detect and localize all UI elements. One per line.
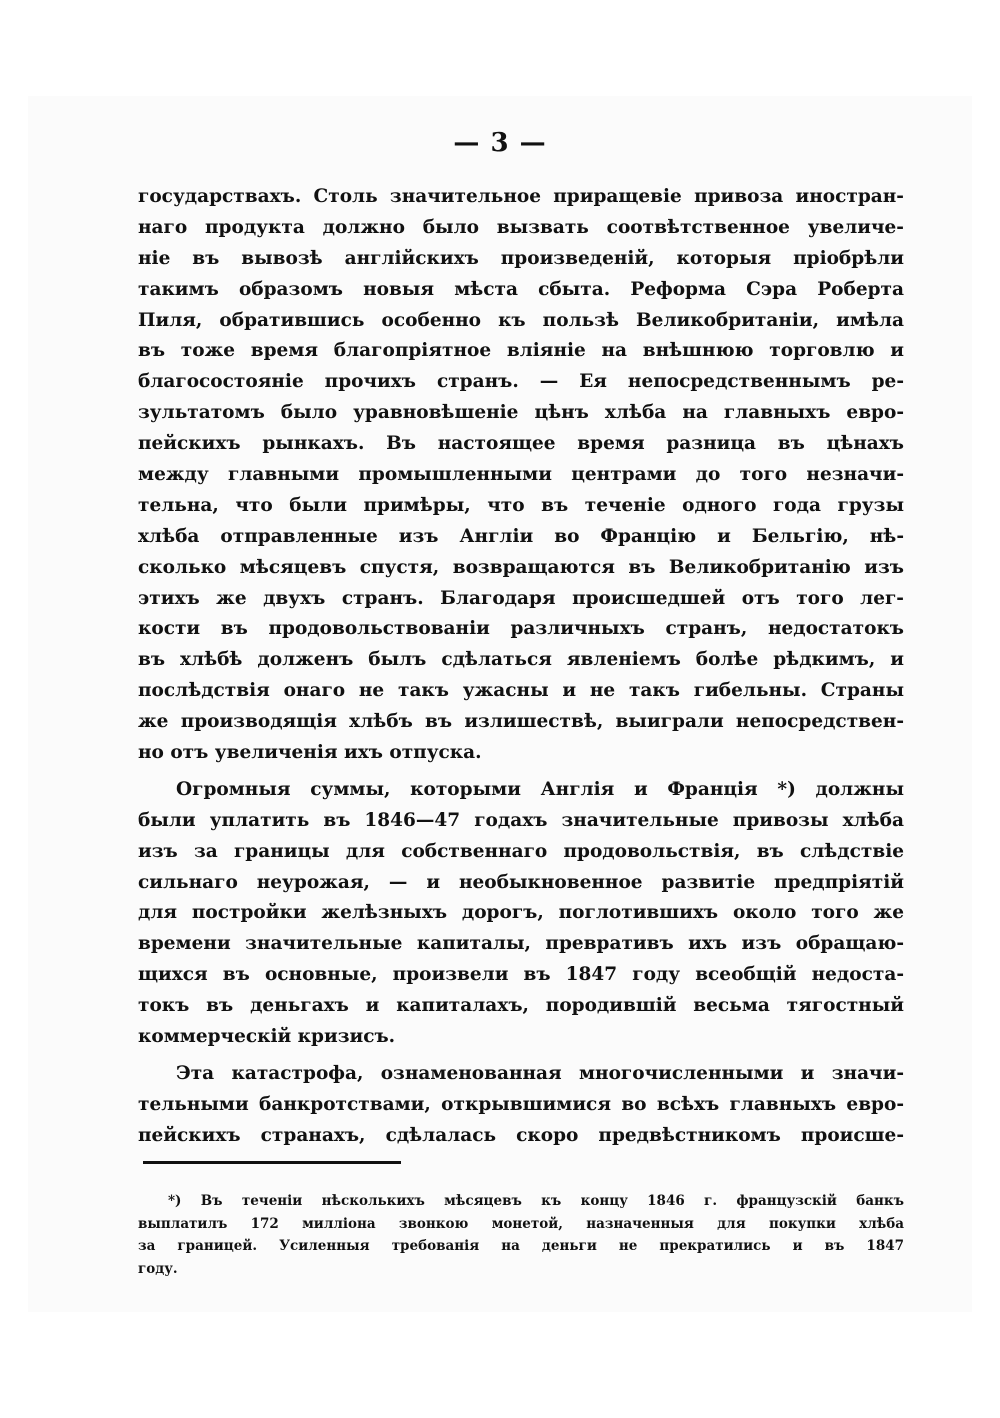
text-line: были уплатить въ 1846—47 годахъ значительные привозы хлѣба — [138, 809, 904, 831]
text-line: сильнаго неурожая, — и необыкновенное развитіе предпріятій — [138, 871, 904, 893]
footnote-divider — [143, 1161, 401, 1164]
footnote-line: за границей. Усиленныя требованія на деньги не прекратились и въ 1847 — [138, 1238, 904, 1254]
paragraph-2 — [138, 775, 904, 1053]
footnote — [138, 1190, 904, 1280]
text-line: хлѣба отправленные изъ Англіи во Францію и Бельгію, нѣ- — [138, 525, 904, 547]
text-line: сколько мѣсяцевъ спустя, возвращаются въ Великобританію изъ — [138, 556, 904, 578]
text-line: же производящія хлѣбъ въ излишествѣ, выиграли непосредствен- — [138, 711, 904, 733]
text-line: но отъ увеличенія ихъ отпуска. — [138, 742, 482, 764]
text-line: токъ въ деньгахъ и капиталахъ, породившій весьма тягостный — [138, 995, 904, 1017]
main-text — [138, 182, 904, 1152]
page-number: — 3 — — [453, 128, 547, 158]
text-line: времени значительные капиталы, превративъ ихъ изъ обращаю- — [138, 933, 904, 955]
text-line: изъ за границы для собственнаго продовольствія, въ слѣдствіе — [138, 840, 904, 862]
text-line: щихся въ основные, произвели въ 1847 году всеобщій недоста- — [138, 964, 904, 986]
text-line: послѣдствія онаго не такъ ужасны и не такъ гибельны. Страны — [138, 680, 904, 702]
text-line: такимъ образомъ новыя мѣста сбыта. Реформа Сэра Роберта — [138, 278, 904, 300]
text-line: этихъ же двухъ странъ. Благодаря происшедшей отъ того лег- — [138, 587, 904, 609]
text-line: благосостояніе прочихъ странъ. — Ея непосредственнымъ ре- — [138, 371, 904, 393]
text-line: наго продукта должно было вызвать соотвѣтственное увеличе- — [138, 216, 904, 238]
text-line: тельными банкротствами, открывшимися во всѣхъ главныхъ евро- — [138, 1093, 904, 1115]
text-line: въ хлѣбѣ долженъ былъ сдѣлаться явленіемъ болѣе рѣдкимъ, и — [138, 649, 904, 671]
text-line: Огромныя суммы, которыми Англія и Франція *) должны — [176, 778, 904, 800]
footnote-line: выплатилъ 172 милліона звонкою монетой, назначенныя для покупки хлѣба — [138, 1215, 904, 1232]
text-line: между главными промышленными центрами до того незначи- — [138, 464, 904, 486]
text-line: Пиля, обратившись особенно къ пользѣ Великобританіи, имѣла — [138, 309, 904, 331]
text-line: зультатомъ было уравновѣшеніе цѣнъ хлѣба на главныхъ евро- — [138, 402, 904, 424]
text-line: пейскихъ рынкахъ. Въ настоящее время разница въ цѣнахъ — [138, 433, 904, 455]
footnote-line: году. — [138, 1260, 178, 1277]
paragraph-1 — [138, 182, 904, 769]
text-line: государствахъ. Столь значительное приращевіе привоза иностран- — [138, 186, 904, 207]
text-line: въ тоже время благопріятное вліяніе на внѣшнюю торговлю и — [138, 340, 904, 362]
text-line: пейскихъ странахъ, сдѣлалась скоро предвѣстникомъ происше- — [138, 1124, 904, 1146]
paragraph-3 — [138, 1059, 904, 1152]
text-line: Эта катастрофа, ознаменованная многочисленными и значи- — [176, 1062, 904, 1084]
text-line: для постройки желѣзныхъ дорогъ, поглотившихъ около того же — [138, 902, 904, 924]
footnote-line: *) Въ теченіи нѣсколькихъ мѣсяцевъ къ концу 1846 г. французскій банкъ — [168, 1193, 904, 1209]
text-line: ніе въ вывозѣ англійскихъ произведеній, которыя пріобрѣли — [138, 247, 904, 269]
text-line: коммерческій кризисъ. — [138, 1026, 396, 1048]
text-line: кости въ продовольствованіи различныхъ странъ, недостатокъ — [138, 618, 904, 640]
text-line: тельна, что были примѣры, что въ теченіе одного года грузы — [138, 494, 904, 516]
